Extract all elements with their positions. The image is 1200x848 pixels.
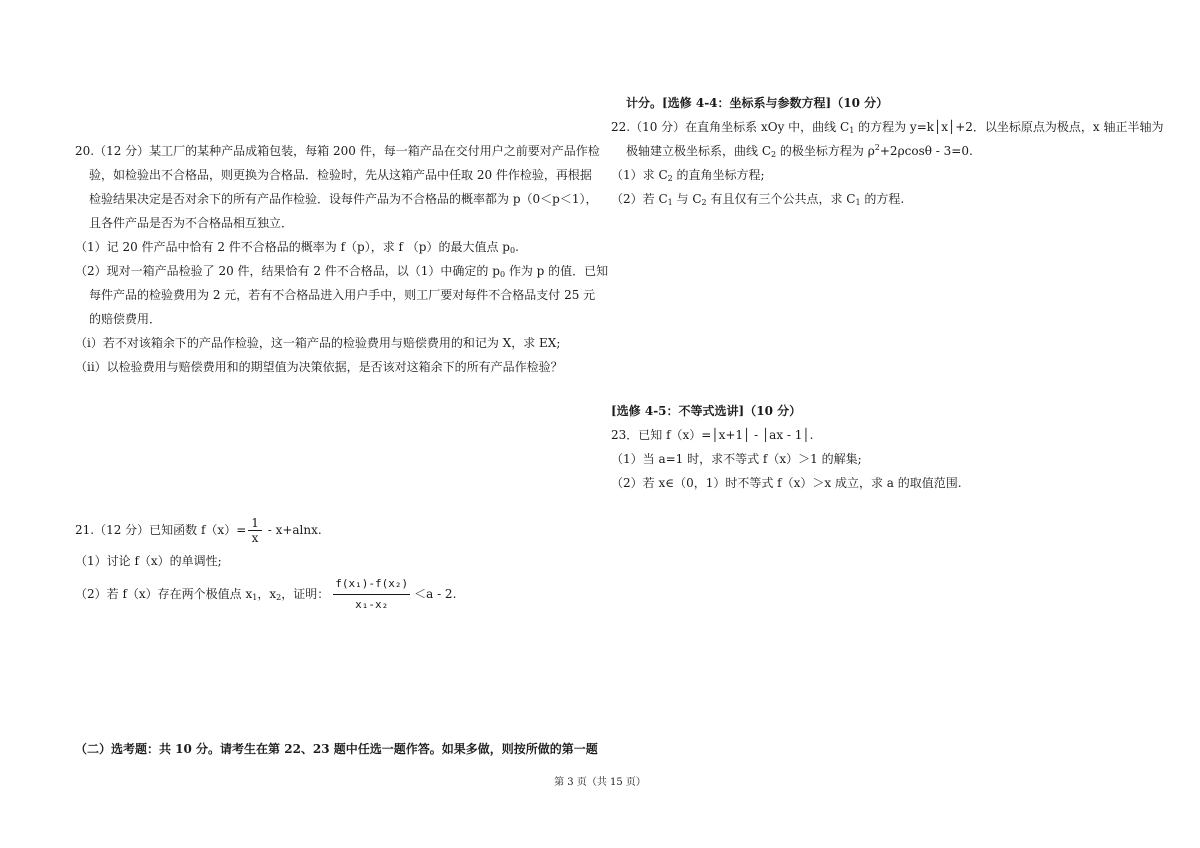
p20-q2-text-a: （2）现对一箱产品检验了 20 件，结果恰有 2 件不合格品，以（1）中确定的 p — [75, 264, 500, 278]
p21-frac-den: x — [251, 531, 259, 545]
p22-q1-end: 的直角坐标方程; — [672, 168, 765, 182]
p20-line4: 且各件产品是否为不合格品相互独立． — [89, 216, 294, 230]
p22-q2-d: 的方程. — [860, 192, 905, 206]
p21-head — [75, 516, 322, 545]
p22-q2-c: 有且仅有三个公共点，求 C — [706, 192, 856, 206]
p20-q1-text: （1）记 20 件产品中恰有 2 件不合格品的概率为 f（p），求 f （p）的最大值点 p — [75, 240, 510, 254]
p20-q2-sub: 0 — [499, 270, 506, 279]
page-number: 第 3 页（共 15 页） — [554, 777, 646, 788]
p21-q2-end: ＜a - 2. — [414, 587, 457, 601]
p20-q1-end: . — [515, 240, 519, 254]
section-4-5-heading: [选修 4-5：不等式选讲]（10 分） — [611, 404, 802, 418]
p22-l2-text: 极轴建立极坐标系，曲线 C — [626, 144, 771, 158]
section-elective-heading: （二）选考题：共 10 分。请考生在第 22、23 题中任选一题作答。如果多做，则按所做的第一题 — [75, 742, 598, 756]
p20-q2-text-b: 作为 p 的值．已知 — [505, 264, 609, 278]
p22-q2-sub3: 1 — [855, 198, 861, 207]
p20-q2-line2: 每件产品的检验费用为 2 元，若有不合格品进入用户手中，则工厂要对每件不合格品支付 25 元 — [89, 288, 596, 302]
p20-line2: 验，如检验出不合格品，则更换为合格品．检验时，先从这箱产品中任取 20 件作检验，再根据 — [89, 168, 592, 182]
p22-q1 — [611, 167, 765, 183]
p21-head-text: 21.（12 分）已知函数 f（x）= — [75, 523, 247, 537]
p22-q1-sub: 2 — [667, 174, 673, 183]
p23-q1: （1）当 a=1 时，求不等式 f（x）＞1 的解集; — [611, 452, 862, 466]
p22-l2-sub: 2 — [771, 150, 777, 159]
p20-q2-line1 — [75, 263, 608, 279]
p22-q2-sub1: 1 — [667, 198, 673, 207]
p22-q2-sub2: 2 — [701, 198, 707, 207]
p21-fraction — [248, 516, 262, 545]
p22-q1-text: （1）求 C — [611, 168, 668, 182]
p22-l2-sup: 2 — [874, 143, 880, 152]
p20-line1: 20.（12 分）某工厂的某种产品成箱包装，每箱 200 件，每一箱产品在交付用户之前要对产品作检 — [75, 144, 600, 158]
p20-qi: （i）若不对该箱余下的产品作检验，这一箱产品的检验费用与赔偿费用的和记为 X，求 EX; — [75, 336, 561, 350]
p21-q2-sub1: 1 — [252, 593, 258, 602]
p22-l2-mid: 的极坐标方程为 ρ — [776, 144, 875, 158]
p22-line1 — [611, 119, 1164, 135]
p22-l1-text: 22.（10 分）在直角坐标系 xOy 中，曲线 C — [611, 120, 850, 134]
p22-line2 — [626, 143, 973, 159]
p21-frac-num: 1 — [248, 516, 262, 531]
p21-q2-frac-num: f(x₁)-f(x₂) — [333, 576, 410, 595]
p21-q2-fraction — [333, 576, 410, 613]
p21-q2-text: （2）若 f（x）存在两个极值点 x — [75, 587, 253, 601]
section-4-4-heading: 计分。[选修 4-4：坐标系与参数方程]（10 分） — [626, 96, 889, 110]
p21-q2-mid: ，x — [257, 587, 277, 601]
p20-q1 — [75, 239, 519, 255]
p22-q2-b: 与 C — [672, 192, 702, 206]
p22-l1-end: 的方程为 y=k│x│+2．以坐标原点为极点，x 轴正半轴为 — [854, 120, 1164, 134]
p20-q2-line3: 的赔偿费用． — [89, 312, 162, 326]
p20-line3: 检验结果决定是否对余下的所有产品作检验．设每件产品为不合格品的概率都为 p（0＜p＜1）， — [89, 192, 598, 206]
p21-q1: （1）讨论 f（x）的单调性; — [75, 554, 222, 568]
p23-q2: （2）若 x∈（0，1）时不等式 f（x）＞x 成立，求 a 的取值范围. — [611, 476, 962, 490]
p22-l1-sub: 1 — [849, 126, 855, 135]
p21-q2-sub2: 2 — [276, 593, 282, 602]
p21-head-end: - x+alnx. — [263, 523, 322, 537]
p20-q1-sub: 0 — [510, 246, 516, 255]
p21-q2 — [75, 576, 456, 613]
p21-q2-post: ，证明： — [281, 587, 330, 601]
p21-q2-frac-den: x₁-x₂ — [355, 598, 389, 611]
p22-q2-a: （2）若 C — [611, 192, 668, 206]
p23-head: 23．已知 f（x）=│x+1│ - │ax - 1│. — [611, 428, 814, 442]
p22-l2-end: +2ρcosθ - 3=0. — [879, 144, 973, 158]
p20-qii: （ii）以检验费用与赔偿费用和的期望值为决策依据，是否该对这箱余下的所有产品作检验？ — [75, 360, 563, 374]
p22-q2 — [611, 191, 904, 207]
